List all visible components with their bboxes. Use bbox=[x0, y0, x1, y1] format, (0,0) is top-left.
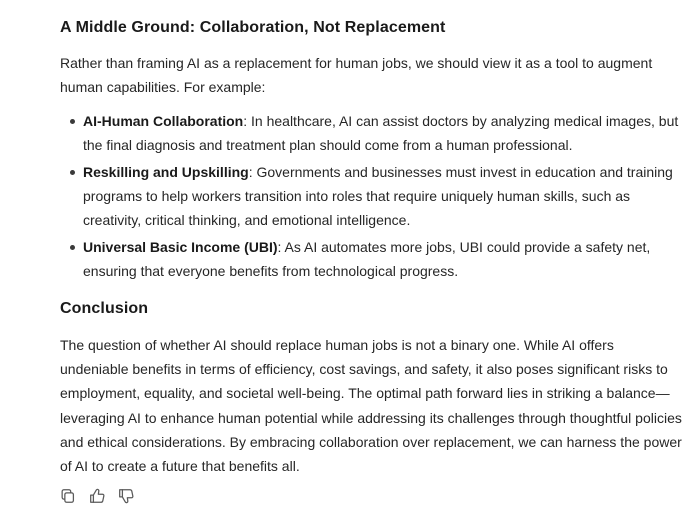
message-actions bbox=[58, 486, 136, 506]
message-content bbox=[60, 16, 684, 478]
conclusion-paragraph: The question of whether AI should replace human jobs is not a binary one. While AI offers undeniable benefits in terms of efficiency, cost savings, and safety, it also poses significant risks to employment, equality, and societal well-being. The optimal path forward lies in striking a balance—leveraging AI to enhance human potential while addressing its challenges through thoughtful policies and ethical considerations. By embracing collaboration over replacement, we can harness the power of AI to create a future that benefits all. bbox=[60, 336, 682, 475]
section-heading-conclusion: Conclusion bbox=[60, 299, 149, 317]
like-button[interactable] bbox=[87, 486, 107, 506]
thumbs-down-icon bbox=[117, 487, 135, 505]
copy-icon bbox=[59, 487, 77, 505]
list-item-text: : As AI automates more jobs, UBI could provide a safety net, ensuring that everyone benefits from technological progress. bbox=[83, 239, 651, 280]
list-item bbox=[83, 109, 684, 158]
copy-button[interactable] bbox=[58, 486, 78, 506]
examples-list bbox=[60, 109, 684, 284]
thumbs-up-icon bbox=[88, 487, 106, 505]
list-item-title: AI-Human Collaboration bbox=[83, 112, 244, 129]
list-item bbox=[83, 160, 684, 233]
list-item bbox=[83, 235, 684, 284]
section-intro-paragraph: Rather than framing AI as a replacement for human jobs, we should view it as a tool to augment human capabilities. For example: bbox=[60, 55, 653, 96]
list-item-title: Reskilling and Upskilling bbox=[83, 163, 249, 180]
section-heading-middle-ground: A Middle Ground: Collaboration, Not Replacement bbox=[60, 19, 446, 36]
dislike-button[interactable] bbox=[116, 486, 136, 506]
list-item-text: : In healthcare, AI can assist doctors by analyzing medical images, but the final diagnosis and treatment plan should come from a human professional. bbox=[83, 112, 679, 153]
list-item-text: : Governments and businesses must invest in education and training programs to help workers transition into roles that require uniquely human skills, such as creativity, critical thinking, and emotional intelligence. bbox=[83, 163, 673, 229]
list-item-title: Universal Basic Income (UBI) bbox=[83, 239, 278, 256]
